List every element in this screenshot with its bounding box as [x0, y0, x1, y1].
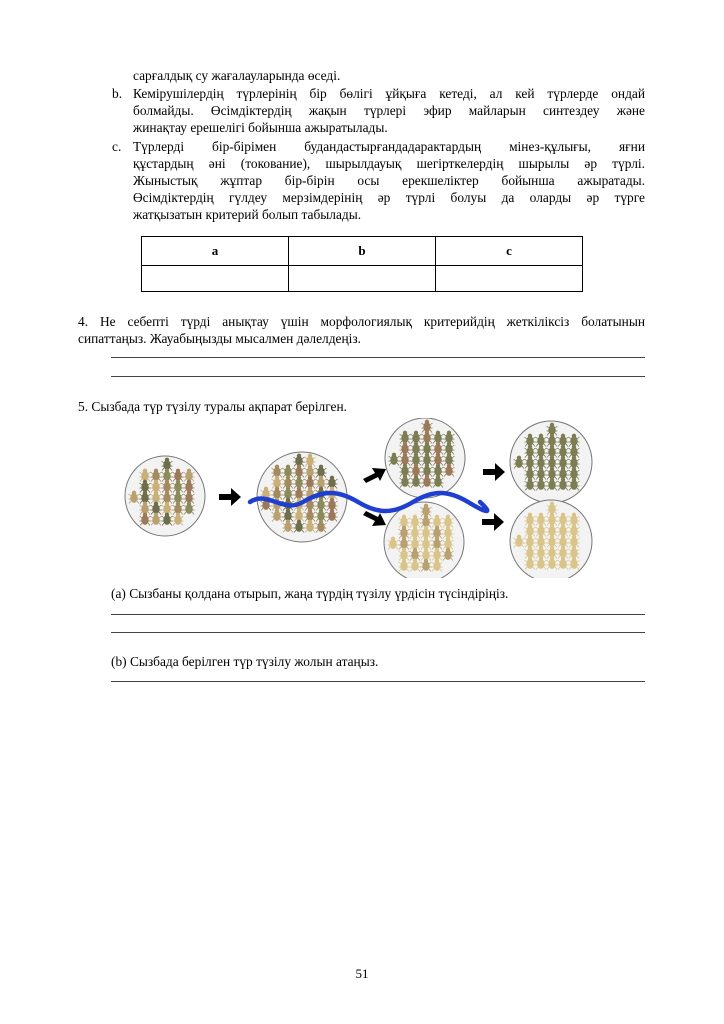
item-b-line-2: болмайды. Өсімдіктердің жақын түрлері эфир майларын синтездеу және [133, 103, 645, 118]
answer-cell-a[interactable] [142, 266, 289, 292]
table-answer-row [142, 266, 583, 292]
item-c-line-5: жатқызатын критерий болып табылады. [133, 207, 362, 222]
item-c-line-4: Өсімдіктердің гүлдеу мерзімдерінің әр түрлі болуы да оларды әр түрге [133, 190, 645, 205]
item-c-line-3: Жыныстық жұптар бір-бірін осы ерекшеліктер бойынша ажыратады. [133, 173, 645, 188]
question-4-line-2: сипаттаңыз. Жауабыңызды мысалмен дәлелдеңіз. [78, 331, 361, 346]
question-4-line-1: 4. Не себепті түрді анықтау үшін морфологиялық критерийдің жеткіліксіз болатынын [78, 314, 645, 329]
item-b-line-1: Кемірушілердің түрлерінің бір бөлігі ұйқыға кетеді, ал кей түрлерде ондай [133, 86, 645, 101]
item-b-line-3: жинақтау ерешелігі бойынша ажыратылады. [133, 120, 388, 135]
answer-cell-c[interactable] [436, 266, 583, 292]
speciation-diagram [118, 418, 618, 578]
answer-table [141, 236, 583, 292]
question-5b: (b) Сызбада берілген түр түзілу жолын атаңыз. [111, 654, 379, 669]
question-5a: (a) Сызбаны қолдана отырып, жаңа түрдің түзілу үрдісін түсіндіріңіз. [111, 586, 509, 601]
answer-line-q5a-1[interactable] [111, 614, 645, 615]
list-marker-c: c. [112, 139, 122, 154]
table-header-c: c [436, 237, 583, 266]
answer-line-q4-1[interactable] [111, 357, 645, 358]
arrow-right-icon [483, 463, 505, 481]
answer-cell-b[interactable] [289, 266, 436, 292]
intro-line: сарғалдық су жағалауларында өседі. [133, 68, 341, 83]
page-number: 51 [355, 966, 369, 981]
table-header-b: b [289, 237, 436, 266]
arrow-up-right-icon [363, 468, 386, 483]
answer-line-q4-2[interactable] [111, 376, 645, 377]
list-marker-b: b. [112, 86, 123, 101]
arrow-right-icon [482, 513, 504, 531]
table-header-row [142, 237, 583, 266]
answer-line-q5a-2[interactable] [111, 632, 645, 633]
table-header-a: a [142, 237, 289, 266]
answer-line-q5b-1[interactable] [111, 681, 645, 682]
arrow-right-icon [219, 488, 241, 506]
item-c-line-2: құстардың әні (токование), шырылдауық шегірткелердің шырылы әр түрлі. [133, 156, 645, 171]
item-c-line-1: Түрлерді бір-бірімен будандастырғандадарактардың мінез-құлығы, яғни [133, 139, 645, 154]
question-5-title: 5. Сызбада түр түзілу туралы ақпарат берілген. [78, 399, 347, 414]
arrow-down-right-icon [363, 511, 386, 526]
